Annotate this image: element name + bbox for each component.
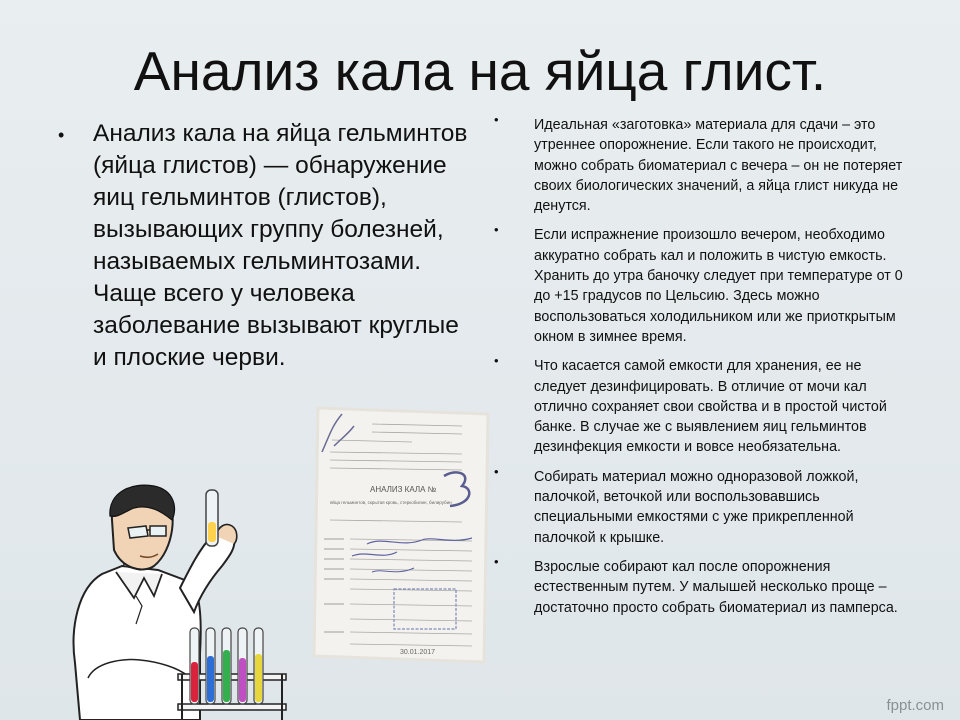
list-item-text: Собирать материал можно одноразовой ложкой, палочкой, веточкой или воспользовавшись специальными емкостями с уже прикрепленной палочкой к крышке. [534, 468, 859, 546]
test-tube-rack [178, 628, 286, 720]
right-bullet-list [490, 112, 910, 627]
list-item-text: Идеальная «заготовка» материала для сдачи – это утреннее опорожнение. Если такого не происходит, можно собрать биоматериал с вечера – он не потеряет своих биологических значений, а яйца глист никуда не денутся. [534, 117, 903, 215]
slide-title: Анализ кала на яйца глист. [133, 40, 827, 102]
lab-form-image [312, 404, 513, 666]
left-bullet-block [50, 118, 470, 374]
bullet-dot: • [494, 353, 499, 369]
list-item [490, 112, 910, 216]
bullet-dot: • [494, 222, 499, 238]
watermark: fppt.com [886, 697, 944, 714]
form-subheading: яйца гельминтов, скрытая кровь, стеркобилин, билирубин [330, 500, 452, 505]
form-heading: АНАЛИЗ КАЛА № [370, 485, 437, 494]
list-item-text: Если испражнение произошло вечером, необходимо аккуратно собрать кал и положить в чистую емкость. Хранить до утра баночку следует при температуре от 0 до +15 градусов по Цельсию. Здесь можно воспользоваться холодильником или же приоткрытым окном в зимнее время. [534, 227, 903, 345]
list-item-text: Что касается самой емкости для хранения, ее не следует дезинфицировать. В отличие от мочи кал отлично сохраняет свои свойства и в простой чистой банке. В случае же с выявлением яиц гельминтов дезинфекция емкости и вовсе необязательна. [534, 358, 887, 456]
bullet-dot: • [494, 112, 499, 127]
bullet-dot: • [494, 463, 499, 479]
handwritten-form-number: 3 [512, 404, 513, 405]
bullet-dot: • [58, 125, 65, 145]
list-item-text: Взрослые собирают кал после опорожнения естественным путем. У малышей несколько проще – достаточно просто собрать биоматериал из памперса. [534, 558, 898, 616]
bullet-dot: • [494, 553, 499, 569]
form-date-stamp: 30.01.2017 [400, 649, 436, 656]
list-item [490, 353, 910, 457]
list-item [490, 222, 910, 347]
list-item [490, 463, 910, 548]
left-bullet-text: Анализ кала на яйца гельминтов (яйца глистов) — обнаружение яиц гельминтов (глистов), вызывающих группу болезней, называемых гельминтозами. Чаще всего у человека заболевание вызывают круглые и плоские черви. [93, 120, 468, 371]
list-item [490, 553, 910, 618]
scientist-illustration [50, 478, 300, 720]
